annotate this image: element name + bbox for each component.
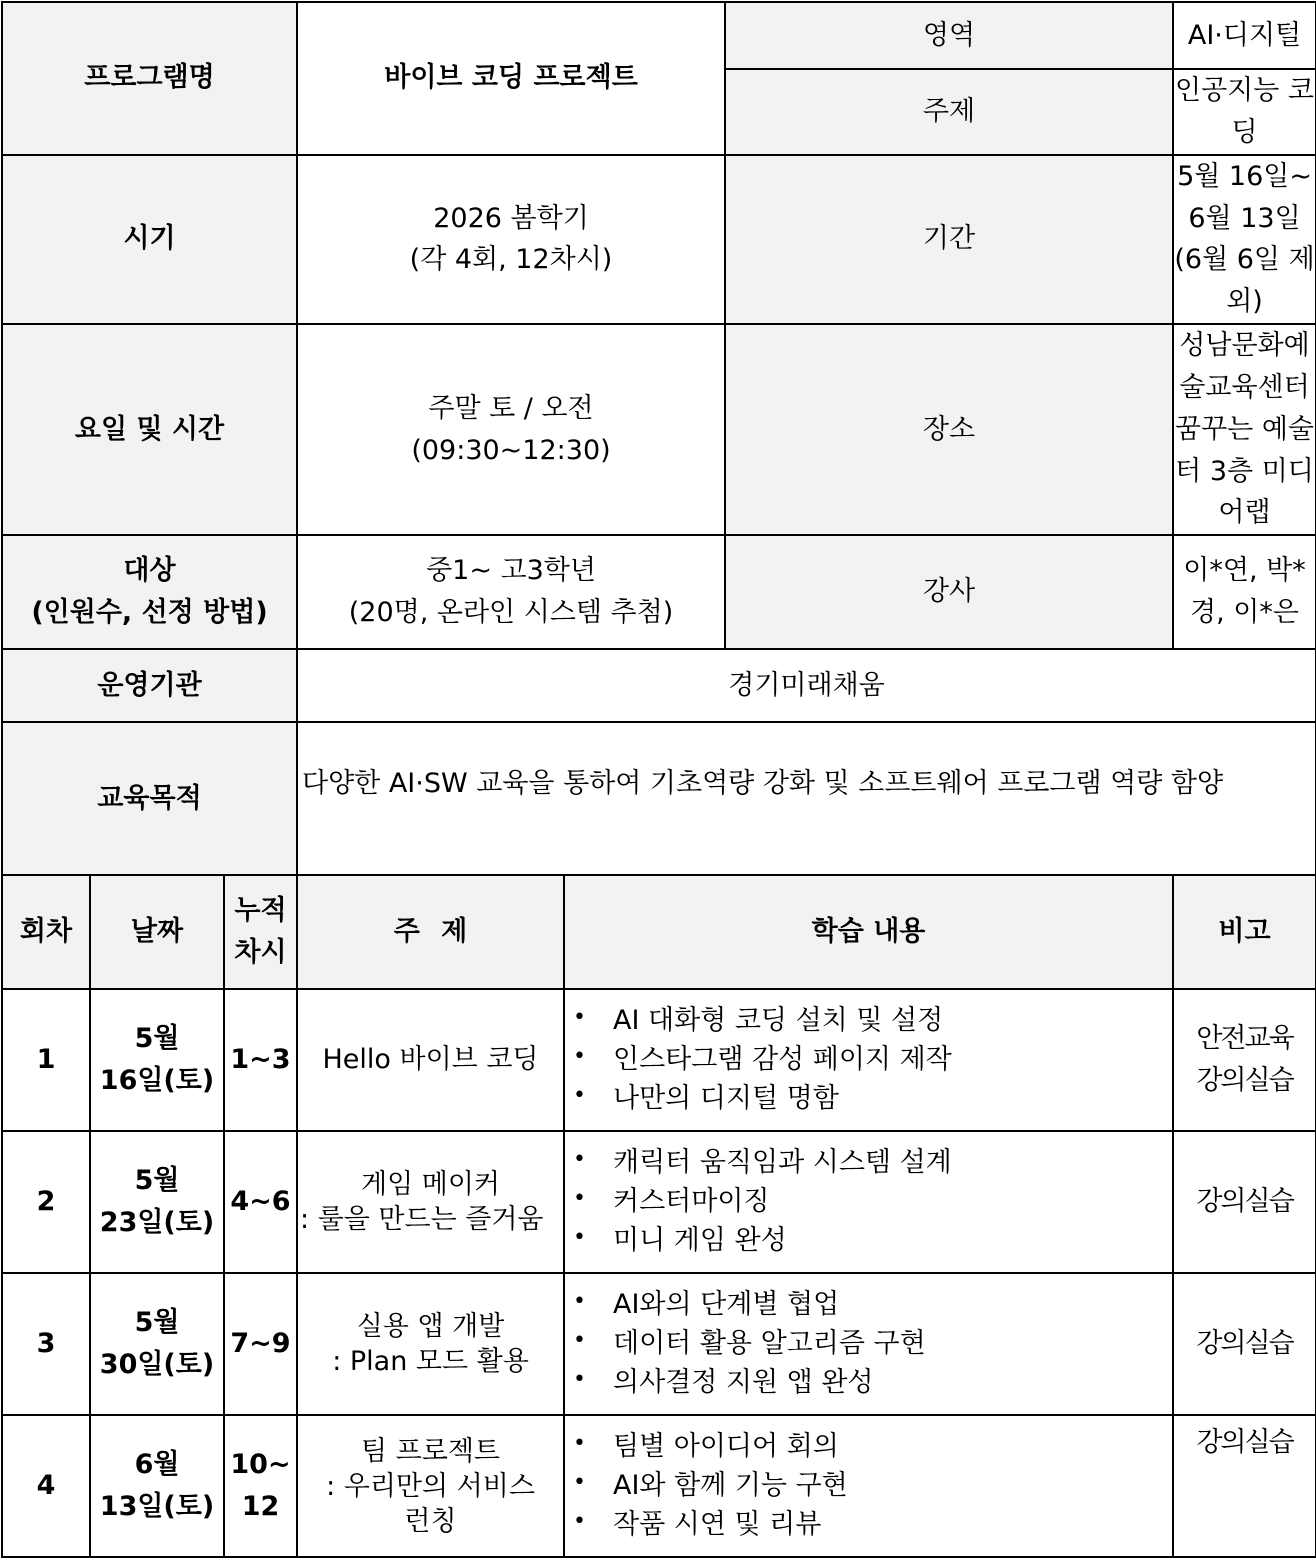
session-topic [297, 1131, 564, 1273]
target-label-line: (인원수, 선정 방법) [31, 597, 268, 629]
program-table [1, 1, 1316, 1558]
target-line: (20명, 온라인 시스템 추첨) [348, 597, 674, 629]
date-line: 6월 [134, 1449, 180, 1481]
content-item: • 인스타그램 감성 페이지 제작 [573, 1041, 1172, 1080]
date-line: 30일(토) [99, 1349, 215, 1381]
header-date: 날짜 [90, 875, 224, 989]
header-cumulative [224, 875, 297, 989]
header-content: 학습 내용 [564, 875, 1173, 989]
content-item: • 캐릭터 움직임과 시스템 설계 [573, 1144, 1172, 1183]
program-name-value: 바이브 코딩 프로젝트 [297, 2, 725, 155]
theme-label: 주제 [725, 69, 1173, 155]
session-number: 1 [2, 989, 90, 1131]
duration-label: 기간 [725, 155, 1173, 324]
session-number: 2 [2, 1131, 90, 1273]
org-value: 경기미래채움 [297, 649, 1316, 722]
area-label: 영역 [725, 2, 1173, 69]
header-session: 회차 [2, 875, 90, 989]
session-number: 3 [2, 1273, 90, 1415]
topic-line: 런칭 [404, 1505, 457, 1537]
content-item: • 팀별 아이디어 회의 [573, 1428, 1172, 1467]
content-item: • 나만의 디지털 명함 [573, 1080, 1172, 1119]
schedule-row [2, 1415, 1316, 1557]
topic-line: : Plan 모드 활용 [332, 1346, 529, 1378]
instructor-value: 이*연, 박*경, 이*은 [1173, 535, 1316, 649]
note-line: 강의실습 [1196, 1328, 1293, 1360]
header-cumulative-line: 누적 [234, 895, 287, 927]
target-label-line: 대상 [123, 555, 176, 587]
place-label: 장소 [725, 324, 1173, 535]
schedule-row [2, 1273, 1316, 1415]
header-cumulative-line: 차시 [234, 937, 287, 969]
place-value [1173, 324, 1316, 535]
goal-label: 교육목적 [2, 722, 297, 875]
content-item: • AI 대화형 코딩 설치 및 설정 [573, 1002, 1172, 1041]
instructor-label: 강사 [725, 535, 1173, 649]
duration-line: 5월 16일~ 6월 13일 [1177, 160, 1312, 234]
content-item: • AI와의 단계별 협업 [573, 1286, 1172, 1325]
content-item: • 커스터마이징 [573, 1183, 1172, 1222]
schedule-row [2, 989, 1316, 1131]
topic-line: 실용 앱 개발 [356, 1311, 505, 1343]
note-line: 강의실습 [1196, 1186, 1293, 1218]
header-note: 비고 [1173, 875, 1316, 989]
content-item: • 데이터 활용 알고리즘 구현 [573, 1325, 1172, 1364]
org-label: 운영기관 [2, 649, 297, 722]
cumulative-line: 10~ [230, 1449, 291, 1481]
date-line: 5월 [134, 1165, 180, 1197]
duration-value [1173, 155, 1316, 324]
session-note [1173, 1415, 1316, 1557]
session-note [1173, 1273, 1316, 1415]
day-time-label: 요일 및 시간 [2, 324, 297, 535]
session-date [90, 989, 224, 1131]
session-cumulative: 1~3 [224, 989, 297, 1131]
note-line: 강의실습 [1196, 1065, 1293, 1097]
content-item: • AI와 함께 기능 구현 [573, 1467, 1172, 1506]
topic-line: : 우리만의 서비스 [326, 1470, 535, 1502]
program-name-label: 프로그램명 [2, 2, 297, 155]
session-content [564, 1131, 1173, 1273]
day-time-line: (09:30~12:30) [411, 434, 611, 466]
session-cumulative: 4~6 [224, 1131, 297, 1273]
content-item: • 미니 게임 완성 [573, 1222, 1172, 1261]
period-line: (각 4회, 12차시) [409, 244, 613, 276]
duration-line: (6월 6일 제외) [1174, 244, 1315, 318]
session-cumulative [224, 1415, 297, 1557]
day-time-value [297, 324, 725, 535]
goal-value: 다양한 AI·SW 교육을 통하여 기초역량 강화 및 소프트웨어 프로그램 역량 함양 [297, 722, 1316, 875]
date-line: 16일(토) [99, 1065, 215, 1097]
schedule-row [2, 1131, 1316, 1273]
session-cumulative: 7~9 [224, 1273, 297, 1415]
place-line: 꿈꾸는 예술터 3층 미디어랩 [1175, 413, 1315, 529]
topic-line: : 룰을 만드는 즐거움 [300, 1204, 544, 1236]
place-line: 성남문화예술교육센터 [1179, 330, 1310, 403]
session-date [90, 1131, 224, 1273]
session-date [90, 1415, 224, 1557]
content-item: • 작품 시연 및 리뷰 [573, 1506, 1172, 1545]
note-line: 안전교육 [1196, 1023, 1293, 1055]
day-time-line: 주말 토 / 오전 [428, 392, 594, 424]
topic-line: 팀 프로젝트 [361, 1435, 500, 1467]
session-note [1173, 989, 1316, 1131]
header-topic: 주 제 [297, 875, 564, 989]
session-note [1173, 1131, 1316, 1273]
session-content [564, 1415, 1173, 1557]
session-number: 4 [2, 1415, 90, 1557]
theme-value: 인공지능 코딩 [1173, 69, 1316, 155]
note-line: 강의실습 [1196, 1427, 1293, 1459]
date-line: 23일(토) [99, 1207, 215, 1239]
session-topic [297, 1273, 564, 1415]
cumulative-line: 12 [241, 1491, 280, 1523]
period-value [297, 155, 725, 324]
date-line: 5월 [134, 1307, 180, 1339]
date-line: 5월 [134, 1023, 180, 1055]
period-label: 시기 [2, 155, 297, 324]
session-content [564, 1273, 1173, 1415]
period-line: 2026 봄학기 [433, 202, 589, 234]
session-topic: Hello 바이브 코딩 [297, 989, 564, 1131]
target-line: 중1~ 고3학년 [426, 555, 596, 587]
session-content [564, 989, 1173, 1131]
area-value: AI·디지털 [1173, 2, 1316, 69]
topic-line: 게임 메이커 [361, 1169, 500, 1201]
content-item: • 의사결정 지원 앱 완성 [573, 1364, 1172, 1403]
session-date [90, 1273, 224, 1415]
date-line: 13일(토) [99, 1491, 215, 1523]
target-value [297, 535, 725, 649]
session-topic [297, 1415, 564, 1557]
target-label [2, 535, 297, 649]
